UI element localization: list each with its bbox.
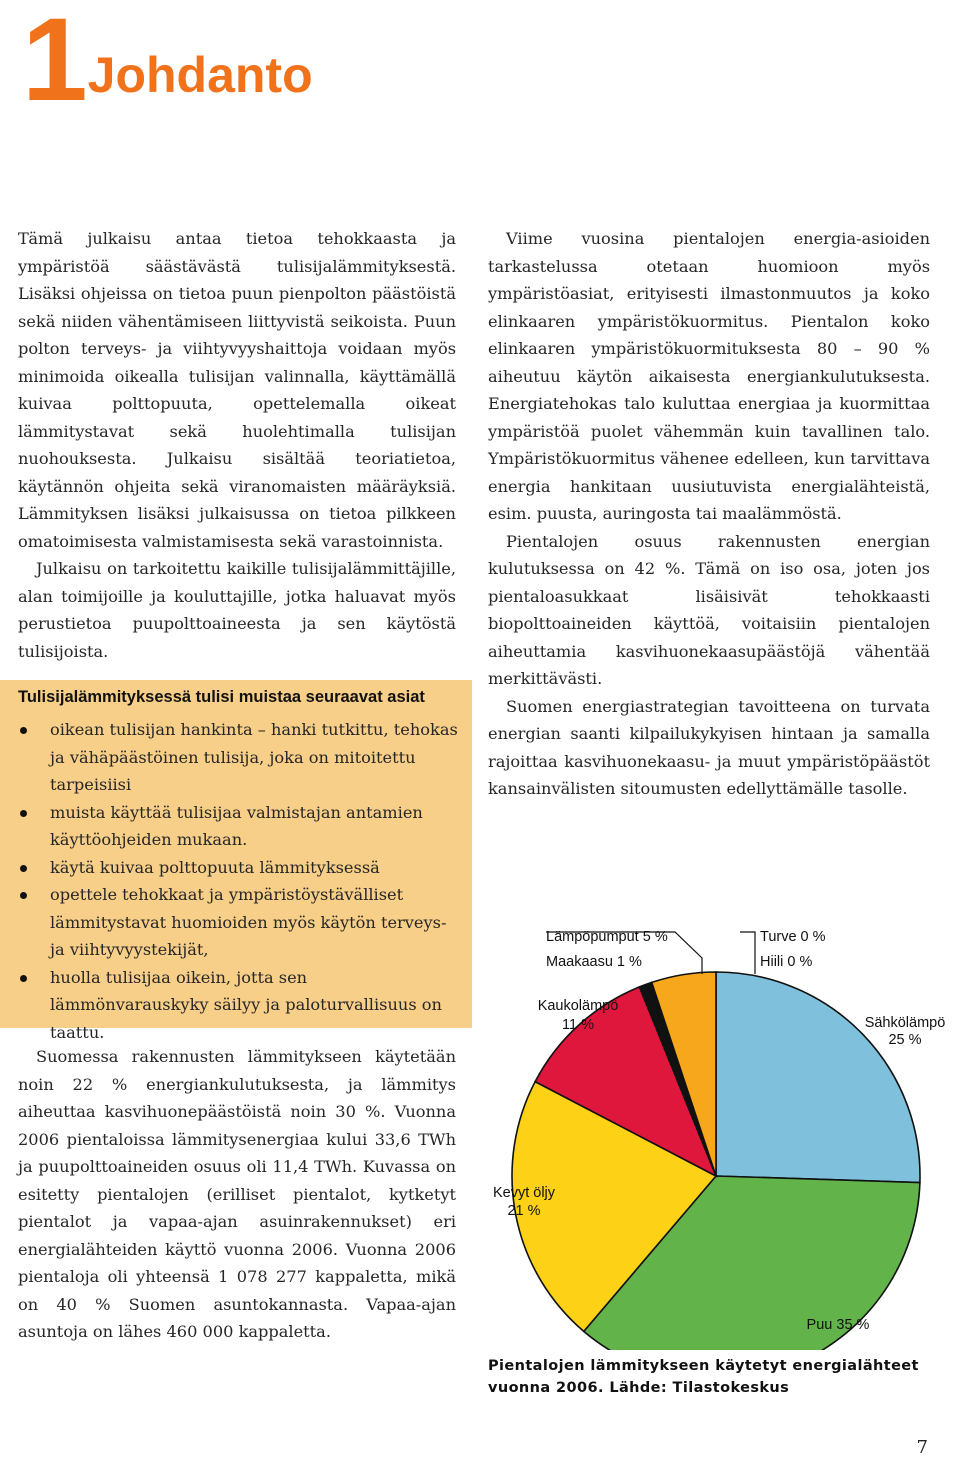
pie-slice-s-hk-l-mp- [716,972,920,1183]
paragraph: Suomessa rakennusten lämmitykseen käytetään noin 22 % energiankulutuksesta, ja lämmitys aiheuttaa kasvihuonepäästöistä noin 30 %. Vuonna 2006 pientaloissa lämmitysenergiaa kului 33,6 TWh ja puupolttoaineiden osuus oli 11,4 TWh. Kuvassa on esitetty pientalojen (erilliset pientalot, kytketyt pientalot ja vapaa-ajan asuinrakennukset) eri energialähteiden käyttö vuonna 2006. Vuonna 2006 pientaloja oli yhteensä 1 078 277 kappaletta, mikä on 40 % Suomen asuntokannasta. Vapaa-ajan asuntoja on lähes 460 000 kappaletta. [18,1047,456,1341]
chapter-number: 1 [22,0,82,126]
paragraph: Pientalojen osuus rakennusten energian kulutuksessa on 42 %. Tämä on iso osa, joten jos pientaloasukkaat lisäisivät tehokkaasti biopolttoaineiden käyttöä, voitaisiin pientalojen aiheuttamia kasvihuonekaasupäästöjä vähentää merkittävästi. [488,531,930,688]
paragraph: Suomen energiastrategian tavoitteena on turvata energian saanti kilpailukykyisen hintaan ja samalla rajoittaa kasvihuonekaasu- ja muut ympäristöpäästöt kansainvälisten sitoumusten edellyttämälle tasolle. [488,696,930,798]
label-sahkolampo-pct: 25 % [888,1032,922,1048]
label-hiili: Hiili 0 % [760,954,813,970]
tips-list [18,716,458,1046]
paragraph: Tämä julkaisu antaa tietoa tehokkaasta ja ympäristöä säästävästä tulisijalämmityksestä. Lisäksi ohjeissa on tietoa puun pienpolton päästöistä sekä niiden vähentämiseen liittyvistä seikoista. Puun polton terveys- ja viihtyvyyshaittoja voidaan myös minimoida oikealla tulisijan valinnalla, käyttämällä kuivaa polttopuuta, opettelemalla oikeat lämmitystavat sekä huolehtimalla tulisijan nuohouksesta. Julkaisu sisältää teoriatietoa, käytännön ohjeita sekä viranomaisten määräyksiä. Lämmityksen lisäksi julkaisussa on tietoa pilkkeen omatoimisesta valmistamisesta sekä varastoinnista. [18,229,456,551]
chart-caption: Pientalojen lämmitykseen käytetyt energialähteet vuonna 2006. Lähde: Tilastokeskus [488,1358,919,1396]
left-column-intro [18,225,456,665]
bullet-icon [20,892,27,899]
label-sahkolampo-name: Sähkölämpö [864,1015,946,1031]
leader-line-turve [740,932,755,974]
label-turve: Turve 0 % [760,929,826,945]
list-item: huolla tulisijaa oikein, jotta sen lämmönvarauskyky säilyy ja paloturvallisuus on taattu. [18,964,458,1047]
label-kaukolampo-pct: 11 % [562,1017,594,1033]
paragraph: Julkaisu on tarkoitettu kaikille tulisijalämmittäjille, alan toimijoille ja kouluttajille, jotka haluavat myös perustietoa puupolttoaineesta ja sen käytöstä tulisijoista. [18,559,456,661]
page-number: 7 [916,1437,928,1458]
list-item: opettele tehokkaat ja ympäristöystävälliset lämmitystavat huomioiden myös käytön terveys- ja viihtyvyystekijät, [18,881,458,964]
bullet-icon [20,975,27,982]
label-puu: Puu 35 % [806,1317,870,1333]
list-item: oikean tulisijan hankinta – hanki tutkittu, tehokas ja vähäpäästöinen tulisija, joka on mitoitettu tarpeisiisi [18,716,458,799]
bullet-icon [20,810,27,817]
list-item: muista käyttää tulisijaa valmistajan antamien käyttöohjeiden mukaan. [18,799,458,854]
list-item: käytä kuivaa polttopuuta lämmityksessä [18,854,458,882]
bullet-icon [20,865,27,872]
label-kevyt-oljy-pct: 21 % [507,1203,541,1219]
label-kevyt-oljy-name: Kevyt öljy [492,1185,556,1201]
chapter-title: Johdanto [87,47,313,103]
bullet-icon [20,727,27,734]
energy-pie-chart [480,910,960,1350]
tips-box [0,680,472,1042]
label-kaukolampo-name: Kaukolämpö [537,998,619,1014]
paragraph: Viime vuosina pientalojen energia-asioiden tarkastelussa otetaan huomioon myös ympäristöasiat, erityisesti ilmastonmuutos ja koko elinkaaren ympäristökuormitus. Pientalon koko elinkaaren ympäristökuormituksesta 80 – 90 % aiheutuu käytön aikaisesta energiankulutuksesta. Energiatehokas talo kuluttaa energiaa ja kuormittaa ympäristöä puolet vähemmän kuin tavallinen talo. Ympäristökuormitus vähenee edelleen, kun tarvittava energia hankitaan uusiutuvista energialähteistä, esim. puusta, auringosta tai maalämmöstä. [488,229,930,523]
label-maakaasu: Maakaasu 1 % [546,954,642,970]
chapter-heading [22,0,313,126]
label-lampopumput: Lämpöpumput 5 % [546,929,668,945]
pie-chart-svg [480,910,960,1350]
left-column-statistics [18,1043,456,1346]
tips-box-title: Tulisijalämmityksessä tulisi muistaa seuraavat asiat [18,688,425,706]
right-column [488,225,930,803]
